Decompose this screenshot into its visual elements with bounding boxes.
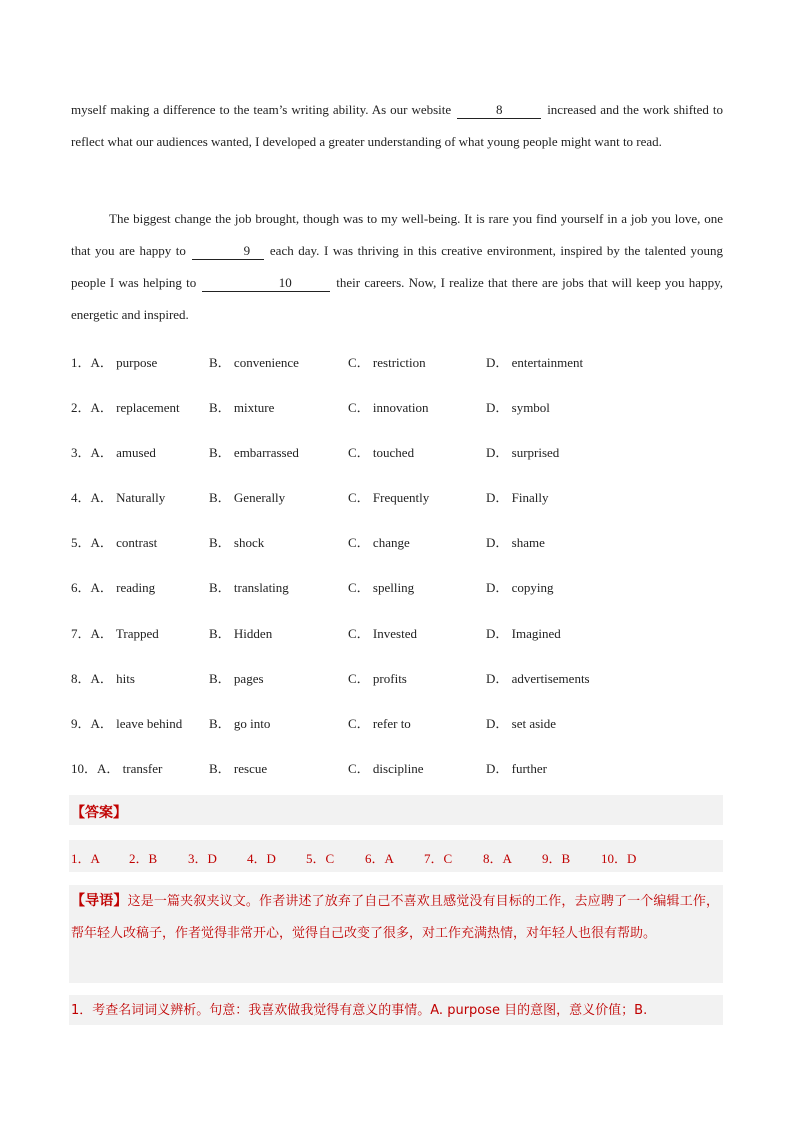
option-d: D． surprised [486,445,560,460]
passage-text: each day. I was thriving in this creative environment, inspired by the talented young people I was helping to [71,243,723,290]
question-row [71,623,723,643]
option-c: C． touched [348,445,415,460]
answer-item: 7．C [424,851,453,866]
answer-list [71,848,721,866]
question-row [71,442,723,462]
answer-item: 4．D [247,851,276,866]
question-row [71,668,723,688]
option-c: C． Invested [348,626,417,641]
guide-title: 【导语】 [71,893,128,909]
option-d: D． entertainment [486,355,584,370]
blank-10: 10 [202,275,330,292]
option-c: C． profits [348,671,407,686]
answer-item: 10．D [601,851,637,866]
option-b: B． mixture [209,400,275,415]
option-b: B． shock [209,535,265,550]
question-row [71,352,723,372]
option-b: B． pages [209,671,264,686]
option-d: D． copying [486,580,554,595]
question-number: 6．A． reading [71,580,156,595]
option-d: D． Finally [486,490,549,505]
passage-paragraph-1 [71,94,723,158]
question-number: 3．A． amused [71,445,156,460]
answer-item: 8．A [483,851,512,866]
question-number: 5．A． contrast [71,535,158,550]
guide-text: 这是一篇夹叙夹议文。作者讲述了放弃了自己不喜欢且感觉没有目标的工作，去应聘了一个编辑工作，帮年轻人改稿子，作者觉得非常开心，觉得自己改变了很多，对工作充满热情，对年轻人也很有帮助。 [71,894,719,941]
option-c: C． change [348,535,410,550]
answer-item: 3．D [188,851,217,866]
answer-heading-block [69,795,723,825]
option-d: D． set aside [486,716,557,731]
explanation-block [69,995,723,1025]
answer-list-block [69,840,723,872]
blank-8: 8 [457,102,541,119]
question-number: 7．A． Trapped [71,626,159,641]
option-b: B． Generally [209,490,286,505]
passage-text: The biggest change the job brought, though was to my well-being. It is rare you find yourself in a job you love, one that you are happy to [71,211,723,258]
option-c: C． innovation [348,400,429,415]
option-d: D． Imagined [486,626,561,641]
option-d: D． shame [486,535,545,550]
question-number: 2．A． replacement [71,400,180,415]
option-c: C． Frequently [348,490,430,505]
option-b: B． embarrassed [209,445,299,460]
option-d: D． advertisements [486,671,590,686]
answer-item: 6．A [365,851,394,866]
answer-item: 9．B [542,851,571,866]
question-row [71,713,723,733]
option-b: B． rescue [209,761,268,776]
explanation-line: 1．考查名词词义辨析。句意：我喜欢做我觉得有意义的事情。A. purpose 目的意图，意义价值；B. [71,1003,648,1018]
question-number: 1．A． purpose [71,355,158,370]
option-b: B． go into [209,716,271,731]
guide-block [69,885,723,983]
guide-paragraph [71,885,719,950]
question-number: 10．A． transfer [71,761,163,776]
option-c: C． refer to [348,716,411,731]
option-b: B． Hidden [209,626,273,641]
option-d: D． symbol [486,400,550,415]
passage-text: increased and the work shifted to reflect what our audiences wanted, I developed a greater understanding of what young people might want to read. [71,102,723,149]
passage-text: myself making a difference to the team’s writing ability. As our website [71,102,452,117]
answer-item: 1．A [71,851,100,866]
blank-9: 9 [192,243,264,260]
option-b: B． translating [209,580,289,595]
option-c: C． discipline [348,761,424,776]
question-row [71,487,723,507]
question-row [71,758,723,778]
question-number: 9．A． leave behind [71,716,183,731]
passage-text: their careers. Now, I realize that there are jobs that will keep you happy, energetic and inspired. [71,275,723,322]
option-c: C． spelling [348,580,415,595]
question-number: 4．A． Naturally [71,490,166,505]
question-row [71,532,723,552]
question-row [71,397,723,417]
option-c: C． restriction [348,355,426,370]
answer-item: 2．B [129,851,158,866]
question-number: 8．A． hits [71,671,135,686]
question-row [71,577,723,597]
option-d: D． further [486,761,548,776]
answer-item: 5．C [306,851,335,866]
answer-title: 【答案】 [71,805,127,821]
passage-paragraph-2 [71,203,723,331]
option-b: B． convenience [209,355,299,370]
